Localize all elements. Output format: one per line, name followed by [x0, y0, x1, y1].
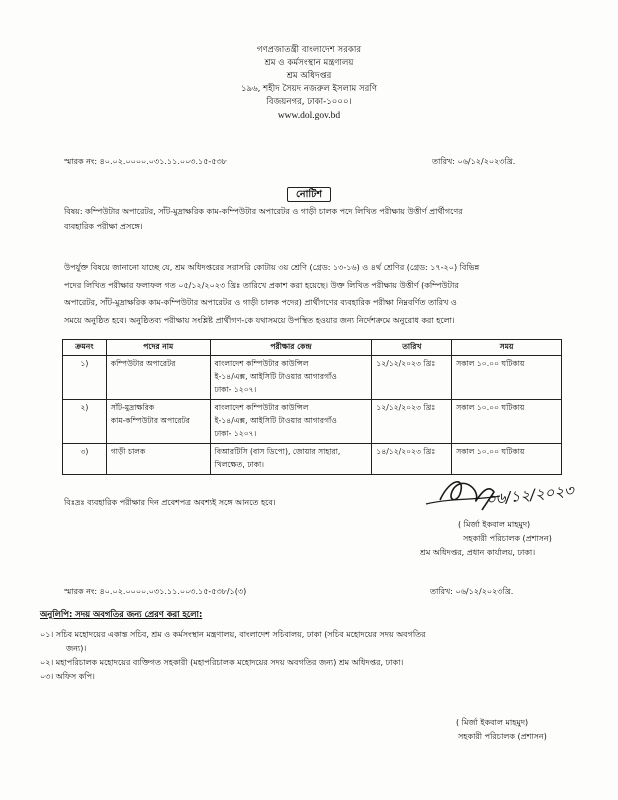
department-name: শ্রম অধিদপ্তর [286, 71, 332, 81]
col-header-sl: ক্রমনং [63, 340, 107, 356]
col-header-date: তারিখ [372, 340, 452, 356]
handwritten-date: ০৬/১২/২০২৩ [485, 481, 575, 509]
list-item: ০২। মহাপরিচালক মহোদয়ের ব্যক্তিগত সহকারী (মহাপরিচালক মহোদয়ের সদয় অবগতির জন্য) শ্রম অধিদপ্তর, ঢাকা। [40, 658, 404, 667]
signatory-designation: সহকারী পরিচালক (প্রশাসন) [463, 534, 552, 543]
center-line: বাংলাদেশ কম্পিউটার কাউন্সিল [214, 359, 309, 368]
center-line: ই-১৪/এক্স, আইসিটি টাওয়ার আগারগাঁও [214, 372, 337, 381]
cell-sl: ৩) [63, 444, 107, 475]
cell-post [106, 356, 210, 400]
center-line: ঢাকা- ১২০৭। [214, 385, 257, 394]
col-header-center: পরীক্ষার কেন্দ্র [210, 340, 372, 356]
memo-date: তারিখ: ০৬/১২/২০২৩খ্রি. [432, 157, 516, 166]
col-header-post: পদের নাম [106, 340, 210, 356]
col-header-time: সময় [452, 340, 562, 356]
body-line-4: সময়ে অনুষ্ঠিত হবে। অনুষ্ঠিতব্য পরীক্ষায় সংশ্লিষ্ট প্রার্থীগণ-কে যথাসময়ে উপস্থিত হওয়ার জন্য নির্দেশক্রমে অনুরোধ করা হলো। [64, 315, 455, 325]
copy-memo-number: স্মারক নং: ৪০.০২.০০০০.০৩১.১১.০০৩.১৫-৫৩৮/১(৩) [64, 587, 247, 596]
center-line: বাংলাদেশ কম্পিউটার কাউন্সিল [214, 403, 309, 412]
note-text: বিঃদ্রঃ ব্যবহারিক পরীক্ষার দিন প্রবেশপত্র অবশ্যই সঙ্গে আনতে হবে। [64, 498, 276, 507]
subject-line-2: ব্যবহারিক পরীক্ষা প্রসঙ্গে। [64, 222, 143, 231]
cell-time: সকাল ১০.০০ ঘটিকায় [452, 444, 562, 475]
list-item: ০৩। অফিস কপি। [40, 672, 95, 681]
notice-title: নোটিশ [287, 187, 331, 202]
cell-date: ১২/১২/২০২৩ খ্রিঃ [372, 356, 452, 400]
copy-memo-date: তারিখ: ০৬/১২/২০২৩খ্রি. [430, 587, 514, 596]
body-line-3: অপারেটর, সাঁট-মুদ্রাক্ষরিক কাম-কম্পিউটার অপারেটর ও গাড়ী চালক পদের) প্রার্থীগণের ব্যবহারিক পরীক্ষা নিম্নবর্ণিত তারিখ ও [64, 298, 457, 307]
copy-heading [40, 608, 202, 622]
center-line: বিআরটিসি (বাস ডিপো), জোয়ার সাহারা, [214, 447, 341, 456]
post-line: কাম-কম্পিউটার অপারেটর [110, 416, 190, 425]
cell-center [210, 444, 372, 475]
exam-schedule-table [62, 339, 562, 475]
signatory-name: ( মির্জা ইকবাল মাহমুদ) [458, 520, 531, 529]
address-line-2: বিজয়নগর, ঢাকা-১০০০। [266, 97, 352, 107]
cell-post [106, 444, 210, 475]
center-line: ঢাকা- ১২০৭। [214, 429, 257, 438]
table-header-row [63, 340, 562, 356]
ministry-name: শ্রম ও কর্মসংস্থান মন্ত্রণালয় [264, 58, 354, 68]
center-line: ই-১৪/এক্স, আইসিটি টাওয়ার আগারগাঁও [214, 416, 337, 425]
cell-date: ১২/১২/২০২৩ খ্রিঃ [372, 400, 452, 444]
body-paragraph [64, 259, 564, 329]
govt-name: গণপ্রজাতন্ত্রী বাংলাদেশ সরকার [256, 45, 362, 55]
address-line-1: ১৯৬, শহীদ সৈয়দ নজরুল ইসলাম সরণি [240, 84, 378, 94]
cell-time: সকাল ১০.০০ ঘটিকায় [452, 400, 562, 444]
table-row [63, 356, 562, 400]
website-link[interactable]: www.dol.gov.bd [277, 111, 341, 121]
list-item-continued: জন্য)। [66, 644, 87, 653]
post-line: গাড়ী চালক [110, 447, 146, 456]
copy-heading-text: অনুলিপি: সদয় অবগতির জন্য প্রেরণ করা হলো: [40, 609, 203, 619]
title-wrap [0, 182, 618, 203]
cell-center [210, 400, 372, 444]
cell-post [106, 400, 210, 444]
signatory2-name: ( মির্জা ইকবাল মাহমুদ) [456, 718, 529, 727]
memo-number: স্মারক নং: ৪০.০২.০০০০.০৩১.১১.০০৩.১৫-৫৩৮ [64, 157, 227, 166]
signatory-office: শ্রম অধিদপ্তর, প্রধান কার্যালয়, ঢাকা। [420, 548, 536, 557]
center-line: খিলক্ষেত, ঢাকা। [214, 460, 264, 469]
cell-date: ১৪/১২/২০২৩ খ্রিঃ [372, 444, 452, 475]
list-item: ০১। সচিব মহোদয়ের একান্ত সচিব, শ্রম ও কর্মসংস্থান মন্ত্রণালয়, বাংলাদেশ সচিবালয়, ঢাকা (সচিব মহোদয়ের সদয় অবগতির [40, 630, 426, 639]
cell-sl: ১) [63, 356, 107, 400]
body-line-1: উপর্যুক্ত বিষয়ে জানানো যাচ্ছে যে, শ্রম অধিদপ্তরের সরাসরি কোটায় ৩য় শ্রেণি (গ্রেড: ১৩-১৬) ও ৪র্থ শ্রেণির (গ্রেড: ১৭-২০) বিভিন্ন [64, 263, 480, 272]
body-line-2: পদের লিখিত পরীক্ষার ফলাফল গত ০৫/১২/২০২৩ খ্রিঃ তারিখে প্রকাশ করা হয়েছে। উক্ত লিখিত পরীক্ষায় উত্তীর্ণ (কম্পিউটার [64, 280, 459, 290]
copy-list [40, 628, 580, 684]
cell-sl: ২) [63, 400, 107, 444]
subject-line-1: বিষয়: কম্পিউটার অপারেটর, সাঁট-মুদ্রাক্ষরিক কাম-কম্পিউটার অপারেটর ও গাড়ী চালক পদে লিখিত পরীক্ষায় উত্তীর্ণ প্রার্থীগণের [64, 207, 463, 216]
post-line: সাঁট-মুদ্রাক্ষরিক [110, 403, 155, 412]
subject [64, 204, 564, 234]
table-row [63, 400, 562, 444]
cell-time: সকাল ১০.০০ ঘটিকায় [452, 356, 562, 400]
signatory2-designation: সহকারী পরিচালক (প্রশাসন) [458, 732, 547, 741]
post-line: কম্পিউটার অপারেটর [110, 359, 176, 368]
cell-center [210, 356, 372, 400]
